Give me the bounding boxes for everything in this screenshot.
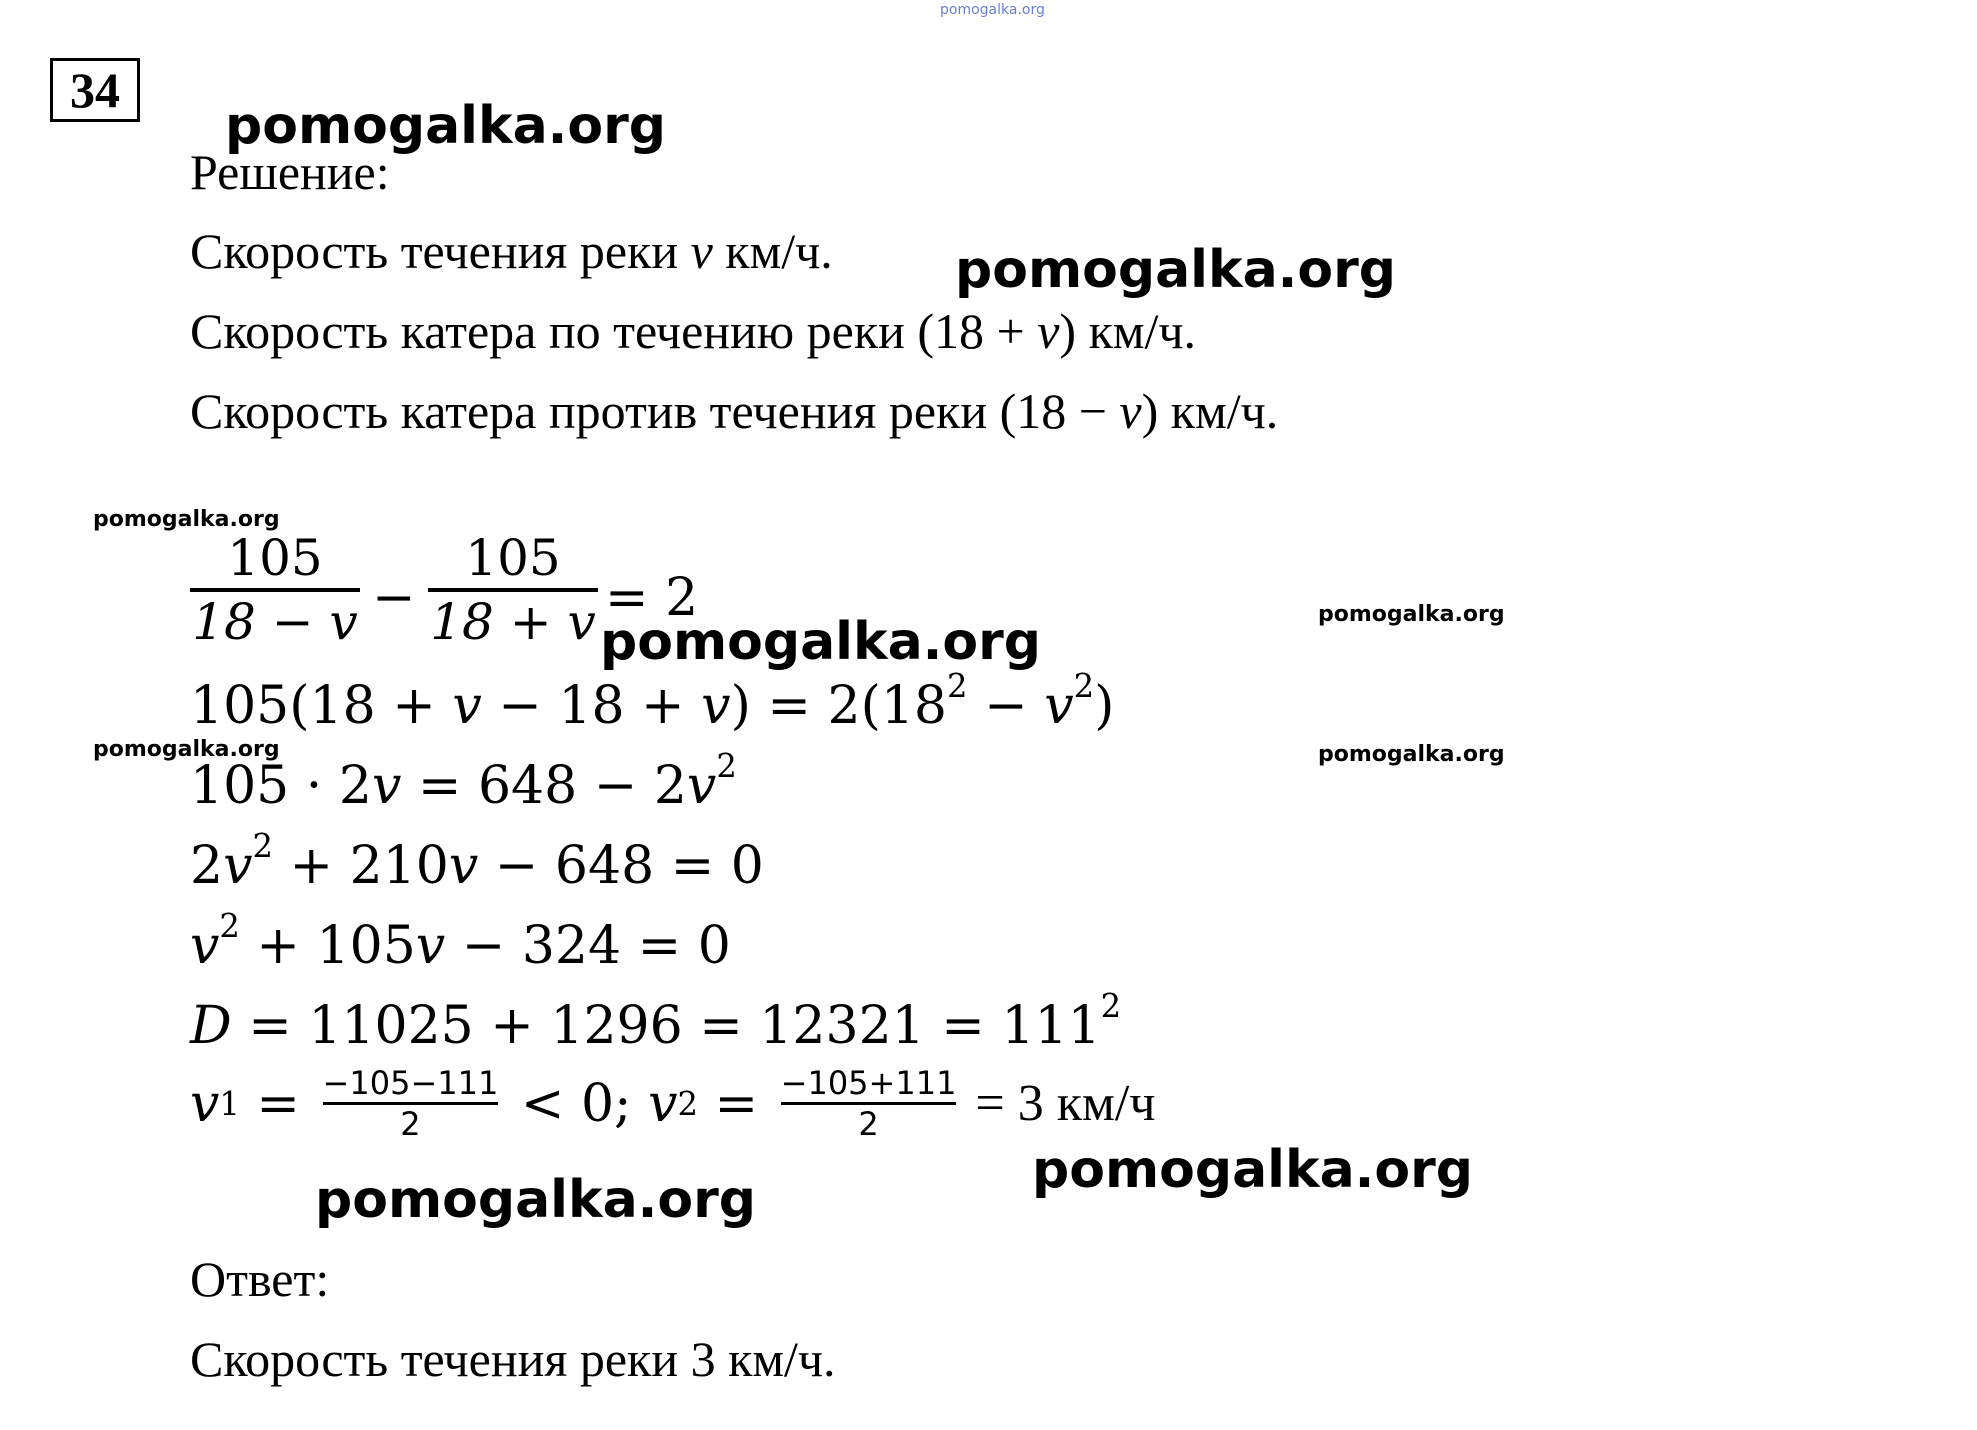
answer-text: Скорость течения реки 3 км/ч. <box>190 1331 836 1387</box>
text-line-2: Скорость катера по течению реки (18 + v) км/ч. <box>190 303 1197 359</box>
step-2: $105 \cdot 2v = 648 - 2v^2$ <box>190 747 737 816</box>
watermark-small-1: pomogalka.org <box>93 507 280 532</box>
fraction-1 <box>190 528 360 652</box>
step-3: $2v^2 + 210v - 648 = 0$ <box>190 827 764 896</box>
root-2-fraction: −105+111 2 <box>780 1064 957 1143</box>
equation-rhs: = 2 <box>605 568 699 628</box>
var-v: v <box>1037 303 1060 359</box>
watermark-5: pomogalka.org <box>1032 1140 1474 1200</box>
step-1: $105(18 + v - 18 + v) = 2(18^2 - v^2)$ <box>190 667 1115 736</box>
minus-sign: − <box>372 568 416 628</box>
text-line-1: Скорость течения реки v км/ч. <box>190 223 833 279</box>
watermark-4: pomogalka.org <box>315 1170 757 1230</box>
watermark-small-3: pomogalka.org <box>1318 602 1505 627</box>
root-1-fraction: −105−111 2 <box>322 1064 499 1143</box>
watermark-small-4: pomogalka.org <box>1318 742 1505 767</box>
task-number-box: 34 <box>50 58 140 122</box>
fraction-2 <box>428 528 598 652</box>
solution-label: Решение: <box>190 144 390 200</box>
watermark-1: pomogalka.org <box>225 96 667 156</box>
fraction-2-numerator: 105 <box>465 529 561 587</box>
var-v: v <box>1119 383 1142 439</box>
text-line-3: Скорость катера против течения реки (18 − v) км/ч. <box>190 383 1279 439</box>
fraction-1-numerator: 105 <box>227 529 323 587</box>
var-v: v <box>690 223 713 279</box>
step-4: $v^2 + 105v - 324 = 0$ <box>190 907 731 976</box>
watermark-2: pomogalka.org <box>955 240 1397 300</box>
watermark-top: pomogalka.org <box>940 2 1045 18</box>
fraction-2-denominator: 18 + v <box>430 593 596 651</box>
watermark-small-2: pomogalka.org <box>93 737 280 762</box>
answer-label: Ответ: <box>190 1251 330 1307</box>
step-5-discriminant: $D = 11025 + 1296 = 12321 = 111^2$ <box>190 987 1122 1056</box>
watermark-3: pomogalka.org <box>600 612 1042 672</box>
fraction-1-denominator: 18 − v <box>192 593 358 651</box>
step-6-roots: v 1 = −105−111 2 < 0; v 2 = −105+111 2 = 3 км/ч <box>190 1064 1156 1143</box>
